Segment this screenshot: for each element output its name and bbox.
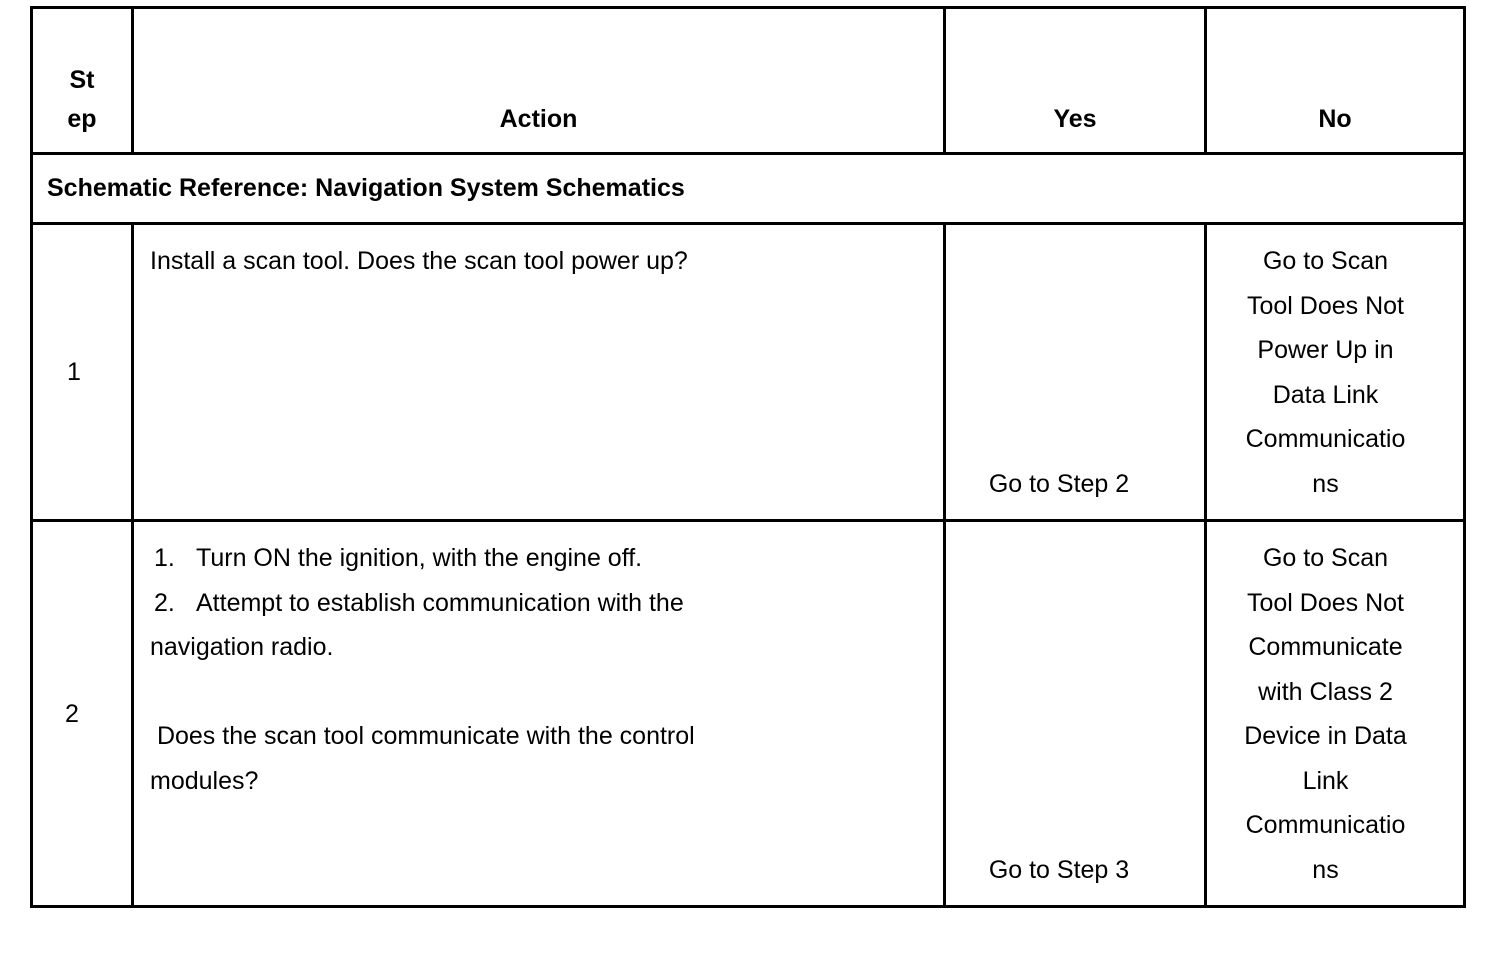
- yes-result: Go to Step 3: [988, 856, 1130, 884]
- no-result-line: Link: [1302, 766, 1349, 795]
- no-result-line: Communicatio: [1245, 811, 1406, 839]
- no-result-line: Communicatio: [1245, 425, 1406, 453]
- row-divider: [30, 519, 1466, 522]
- step-number: 2: [65, 700, 79, 728]
- no-result-line: Data Link: [1272, 380, 1379, 409]
- no-result-line: Tool Does Not: [1246, 588, 1405, 617]
- no-result-line: Device in Data: [1244, 722, 1407, 750]
- action-continuation: navigation radio.: [150, 633, 334, 661]
- header-divider: [30, 152, 1466, 155]
- table-border-right: [1463, 6, 1466, 908]
- list-text: Turn ON the ignition, with the engine off.: [196, 544, 643, 572]
- action-column-divider: [943, 222, 946, 908]
- action-question-line: modules?: [150, 766, 259, 795]
- step-header-line: ep: [67, 105, 97, 133]
- schematic-divider: [30, 222, 1466, 225]
- action-header: Action: [499, 105, 578, 133]
- no-result: [1207, 536, 1444, 892]
- table-border-left: [30, 6, 33, 908]
- no-result-line: ns: [1312, 469, 1339, 498]
- diagnostic-table: [30, 6, 1466, 908]
- no-result: [1207, 239, 1444, 506]
- action-list-item: [150, 581, 940, 626]
- table-border-bottom: [30, 905, 1466, 908]
- no-header: No: [1318, 105, 1352, 133]
- no-result-line: with Class 2: [1258, 677, 1393, 706]
- schematic-reference: Schematic Reference: Navigation System Schematics: [47, 174, 685, 202]
- table-border-top: [30, 6, 1466, 9]
- action-question-line: Does the scan tool communicate with the control: [150, 722, 695, 750]
- blank-line: [150, 670, 940, 715]
- list-number: 2.: [154, 588, 175, 617]
- yes-header: Yes: [1053, 105, 1097, 133]
- no-result-line: Go to Scan: [1262, 544, 1389, 572]
- action-text: [150, 239, 940, 284]
- yes-result: Go to Step 2: [988, 470, 1130, 498]
- list-text: Attempt to establish communication with the: [196, 588, 684, 617]
- no-result-line: Go to Scan: [1262, 247, 1389, 275]
- list-number: 1.: [154, 544, 175, 572]
- action-text: [150, 536, 940, 803]
- step-column-divider: [131, 222, 134, 908]
- action-line: Install a scan tool. Does the scan tool power up?: [150, 247, 688, 275]
- no-result-line: Power Up in: [1257, 336, 1394, 364]
- step-number: 1: [67, 358, 81, 386]
- step-header: [33, 61, 131, 139]
- no-result-line: Communicate: [1248, 633, 1403, 661]
- action-list-item: [150, 536, 940, 581]
- no-result-line: ns: [1312, 855, 1339, 884]
- step-header-line: St: [69, 66, 95, 94]
- no-result-line: Tool Does Not: [1246, 291, 1405, 320]
